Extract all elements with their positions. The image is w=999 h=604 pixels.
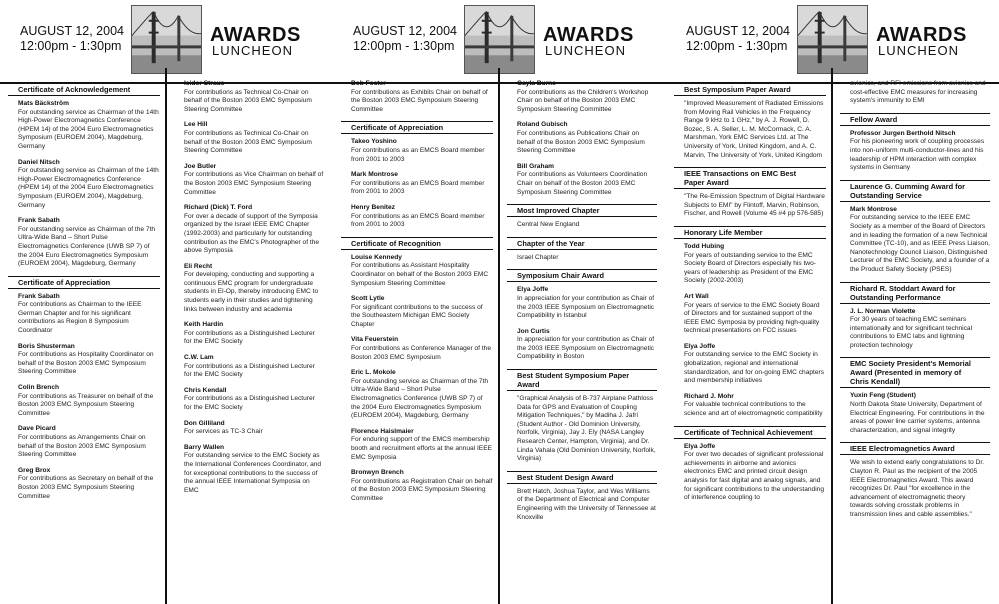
award-citation: For contributions as an EMCS Board member from 2001 to 2003: [351, 179, 485, 196]
award-entry: [840, 130, 990, 173]
award-entry: [174, 321, 324, 347]
award-entry: [840, 459, 990, 519]
award-citation: For contributions as an EMCS Board member from 2001 to 2003: [351, 212, 485, 229]
award-entry: [174, 263, 324, 315]
recipient-name: C.W. Lam: [184, 354, 214, 362]
award-entry: [840, 206, 990, 275]
award-section-heading: Richard R. Stoddart Award for Outstanding Performance: [840, 282, 990, 304]
award-entry: [840, 308, 990, 351]
award-section-heading: Laurence G. Cumming Award for Outstanding Service: [840, 180, 990, 202]
award-citation: Central New England: [517, 221, 580, 229]
award-entry: [174, 80, 324, 114]
award-citation: For contributions as Exhibits Chair on behalf of the Boston 2003 EMC Symposium Steering Committee: [351, 88, 488, 113]
recipient-name: Scott Lytle: [351, 295, 385, 303]
award-entry: [840, 392, 990, 435]
award-citation: For contributions as Technical Co-Chair on behalf of the Boston 2003 EMC Symposium Steering Committee: [184, 88, 312, 113]
recipient-name: Art Wall: [684, 292, 709, 300]
recipient-name: Bill Graham: [517, 162, 555, 170]
recipient-name: Colin Brench: [18, 384, 60, 392]
awards-title: AWARDS: [210, 24, 301, 46]
event-date: [20, 24, 124, 54]
award-section-heading: Symposium Chair Award: [507, 269, 657, 282]
award-citation: "Graphical Analysis of B-737 Airplane Pathloss Data for GPS and Evaluation of Coupling Mitigation Techniques," by Madiha J. Jafri (Student Author - Old Dominion University, Norfolk, Virginia), Jay J. Ely (NASA Langley Research Center, Hampton, Virginia), and Dr. Linda Vahala (Old Dominion University, Norfolk, Virginia): [517, 395, 656, 463]
award-entry: [674, 243, 826, 286]
award-entry: [341, 204, 493, 230]
recipient-name: Isidor Straus: [184, 80, 225, 87]
column-divider: [498, 68, 500, 604]
award-citation: For outstanding service as Chairman of the 14th High-Power Electromagnetics Conference (HPEM 14) of the 2004 Euro Electromagnetics Symposium (EUROEM 2004), Magdeburg, Germany: [18, 167, 159, 209]
award-entry: [341, 138, 493, 164]
award-citation: For outstanding service to the EMC Society in globalization, regional and international standardization, and for on-going EMC chapters and membership initiatives: [684, 351, 825, 385]
recipient-name: Henry Benitez: [351, 203, 395, 211]
time-text: 12:00pm - 1:30pm: [353, 39, 455, 53]
award-entry: [8, 343, 160, 377]
luncheon-subtitle: LUNCHEON: [545, 43, 626, 58]
award-entry: [674, 443, 826, 503]
award-citation: For contributions as Volunteers Coordination Chair on behalf of the Boston 2003 EMC Symposium Steering Committee: [517, 171, 648, 196]
award-section-heading: Certificate of Acknowledgement: [8, 83, 160, 96]
award-citation: For contributions as Registration Chair on behalf of the Boston 2003 EMC Symposium Steering Committee: [351, 477, 493, 502]
award-citation: For contributions as the Children's Workshop Chair on behalf of the Boston 2003 EMC Symposium Steering Committee: [517, 88, 649, 113]
award-section-heading: Most Improved Chapter: [507, 204, 657, 217]
award-entry: [507, 254, 657, 263]
award-entry: [174, 163, 324, 197]
recipient-name: Frank Sabath: [18, 217, 60, 225]
award-citation: For contributions as a Distinguished Lecturer for the EMC Society: [184, 395, 315, 411]
award-section-heading: Chapter of the Year: [507, 237, 657, 250]
recipient-name: Elya Joffe: [684, 442, 716, 450]
award-citation: For his pioneering work of coupling processes into non-uniform multi-conductor-lines and his leadership of HPM interaction with complex systems in Germany: [850, 138, 985, 172]
award-citation: avionics, and RFI emissions from avionics and cost-effective EMC measures for increasing system's immunity to EMI: [850, 80, 986, 105]
award-entry: [674, 293, 826, 336]
award-entry: [174, 420, 324, 437]
award-entry: [674, 343, 826, 386]
award-citation: For enduring support of the EMCS membership booth and recruitment efforts at the annual IEEE EMC Symposia: [351, 436, 492, 461]
award-entry: [840, 80, 990, 106]
award-section-heading: EMC Society President's Memorial Award (Presented in memory of Chris Kendall): [840, 357, 990, 388]
award-entry: [507, 328, 657, 362]
award-citation: North Dakota State University, Department of Electrical Engineering. For contributions in the areas of power line carrier systems, antenna characterization, and signal integrity: [850, 401, 985, 434]
award-entry: [674, 193, 826, 219]
recipient-name: Bob Foster: [351, 80, 386, 87]
award-entry: [341, 469, 493, 503]
time-text: 12:00pm - 1:30pm: [686, 39, 788, 53]
award-citation: For 30 years of teaching EMC seminars internationally and for significant technical contributions to EMC labs and lightning protection technology: [850, 316, 973, 349]
recipient-name: Jon Curtis: [517, 327, 550, 335]
award-section-heading: Certificate of Recognition: [341, 237, 493, 250]
recipient-name: Elya Joffe: [684, 342, 716, 350]
award-entry: [507, 80, 657, 114]
award-citation: For developing, conducting and supporting a continuous EMC program for undergraduate students in El-Op, thereby introducing EMC to students early in their studies and tightening links between industry and academia: [184, 271, 319, 313]
award-entry: [674, 100, 826, 160]
award-entry: [8, 425, 160, 459]
award-citation: For contributions as Assistant Hospitality Coordinator on behalf of the Boston 2003 EMC Symposium Steering Committee: [351, 262, 489, 287]
award-citation: For contributions as Secretary on behalf of the Boston 2003 EMC Symposium Steering Committee: [18, 475, 154, 500]
award-citation: For over two decades of significant professional achievements in airborne and avionics electronics EMC and printed circuit design analysis for fast digital and analog signals, and for significant contributions to the understanding of interference coupling to: [684, 451, 825, 502]
award-citation: For years of service to the EMC Society Board of Directors and for sustained support of the IEEE EMC Symposia by providing high-quality technical presentations on FCC issues: [684, 301, 820, 335]
award-entry: [174, 354, 324, 380]
award-citation: In appreciation for your contribution as Chair of the 2003 IEEE Symposium on Electromagnetic Compatibility in Boston: [517, 336, 655, 361]
award-citation: For contributions as a Distinguished Lecturer for the EMC Society: [184, 362, 315, 379]
award-section-heading: Fellow Award: [840, 113, 990, 126]
left-column: [8, 80, 160, 508]
award-entry: [8, 217, 160, 269]
luncheon-subtitle: LUNCHEON: [878, 43, 959, 58]
left-column: [674, 80, 826, 510]
award-citation: For contributions as Hospitality Coordinator on behalf of the Boston 2003 EMC Symposium Steering Committee: [18, 351, 154, 376]
recipient-name: Gayla Burns: [517, 80, 556, 87]
award-entry: [341, 254, 493, 288]
award-citation: For outstanding service as Chairman of the 14th High-Power Electromagnetics Conference (HPEM 14) of the 2004 Euro Electromagnetics Symposium (EUROEM 2004), Magdeburg, Germany: [18, 108, 159, 150]
award-entry: [341, 295, 493, 329]
column-divider: [165, 68, 167, 604]
date-text: AUGUST 12, 2004: [686, 24, 790, 38]
date-text: AUGUST 12, 2004: [20, 24, 124, 38]
bridge-photo-icon: [131, 5, 202, 74]
award-section-heading: Best Student Design Award: [507, 471, 657, 484]
award-citation: For outstanding service to the IEEE EMC Society as a member of the Board of Directors and in leading the formation of a new Technical Committee (TC-10), and as IEEE Press Liaison, Nanotechnology Council Liaison, Distinguished Lecturer of the EMC Society, and a founder of a the Product Safety Society (PSES): [850, 214, 990, 273]
award-section-heading: Certificate of Appreciation: [8, 276, 160, 289]
award-entry: [507, 121, 657, 155]
award-entry: [8, 100, 160, 152]
award-citation: For contributions as Conference Manager of the Boston 2003 EMC Symposium: [351, 345, 492, 361]
program-panel-3: [666, 0, 999, 604]
recipient-name: Professor Jurgen Berthold Nitsch: [850, 129, 956, 137]
award-citation: For contributions as an EMCS Board member from 2001 to 2003: [351, 146, 485, 163]
recipient-name: Richard (Dick) T. Ford: [184, 204, 253, 212]
award-citation: For outstanding service as Chairman of the 7th Ultra-Wide Band – Short Pulse Electromagnetics Conference (UWB SP 7) of the 2004 Euro Electromagnetics Symposium (EUROEM 2004), Magdeburg, Germany: [18, 225, 156, 268]
recipient-name: Greg Brox: [18, 466, 51, 474]
awards-title: AWARDS: [543, 24, 634, 46]
recipient-name: Bronwyn Brench: [351, 469, 404, 477]
award-entry: [507, 163, 657, 197]
award-citation: For significant contributions to the success of the Southeastern Michigan EMC Society Chapter: [351, 303, 483, 328]
recipient-name: Elya Joffe: [517, 286, 549, 294]
award-entry: [341, 336, 493, 362]
award-entry: [174, 204, 324, 256]
luncheon-subtitle: LUNCHEON: [212, 43, 293, 58]
bridge-photo-icon: [797, 5, 868, 74]
award-citation: In appreciation for your contribution as Chair of the 2003 IEEE Symposium on Electromagnetic Compatibility in Istanbul: [517, 294, 655, 320]
right-column: [174, 80, 324, 502]
recipient-name: Eric L. Mokole: [351, 369, 396, 377]
award-entry: [174, 121, 324, 155]
recipient-name: Florence Haislmaier: [351, 427, 414, 435]
award-section-heading: Best Student Symposium Paper Award: [507, 369, 657, 391]
bridge-photo-icon: [464, 5, 535, 74]
award-section-heading: Certificate of Technical Achievement: [674, 426, 826, 439]
award-citation: For services as TC-3 Chair: [184, 428, 263, 436]
right-column: [507, 80, 657, 529]
award-citation: For contributions as Vice Chairman on behalf of the Boston 2003 EMC Symposium Steering Committee: [184, 171, 324, 196]
recipient-name: Louise Kennedy: [351, 253, 402, 261]
recipient-name: Daniel Nitsch: [18, 158, 60, 166]
award-citation: For contributions as a Distinguished Lecturer for the EMC Society: [184, 329, 315, 346]
recipient-name: Eli Recht: [184, 262, 213, 270]
recipient-name: Lee Hill: [184, 121, 208, 129]
recipient-name: Boris Shusterman: [18, 342, 75, 350]
award-entry: [341, 369, 493, 421]
award-citation: For years of outstanding service to the EMC Society Board of Directors especially his two-years of leadership as President of the EMC Society (2002-2003): [684, 251, 816, 285]
awards-title: AWARDS: [876, 24, 967, 46]
award-entry: [8, 467, 160, 501]
program-panel-1: [0, 0, 333, 604]
event-date: [686, 24, 790, 54]
recipient-name: Richard J. Mohr: [684, 392, 734, 400]
recipient-name: Don Gilliland: [184, 419, 225, 427]
column-divider: [831, 68, 833, 604]
recipient-name: Chris Kendall: [184, 386, 227, 394]
award-section-heading: Honorary Life Member: [674, 226, 826, 239]
award-citation: For contributions as Publications Chair on behalf of the Boston 2003 EMC Symposium Steering Committee: [517, 129, 645, 155]
award-citation: For contributions as Technical Co-Chair on behalf of the Boston 2003 EMC Symposium Steering Committee: [184, 129, 312, 155]
award-entry: [8, 159, 160, 211]
award-citation: "Improved Measurement of Radiated Emissions from Moving Rail Vehicles in the Frequency Range 9 kHz to 1 GHz," by A. J. Rowell, D. Bozec, S. A. Seller, L. M. McCormack, C. A. Marshman, York EMC Services Ltd. at The University of York, United Kingdom, and A. C. Marvin, The University of York, United Kingdom: [684, 100, 824, 159]
recipient-name: Keith Hardin: [184, 321, 224, 329]
recipient-name: Frank Sabath: [18, 292, 60, 300]
recipient-name: Mark Montrose: [850, 205, 897, 213]
award-citation: For over a decade of support of the Symposia organized by the Israel IEEE EMC Chapter (1992-2003) and particularly for outstanding contribution as the EMC's Photographer of the above Symposia: [184, 212, 320, 255]
right-column: [840, 80, 990, 527]
award-section-heading: Best Symposium Paper Award: [674, 83, 826, 96]
recipient-name: Roland Gubisch: [517, 121, 568, 129]
award-citation: For contributions as Chairman to the IEEE German Chapter and for his significant contributions as Region 8 Symposium Coordinator: [18, 301, 142, 335]
award-section-heading: Certificate of Appreciation: [341, 121, 493, 134]
award-citation: Israel Chapter: [517, 253, 559, 261]
award-entry: [507, 395, 657, 464]
award-entry: [341, 428, 493, 462]
award-entry: [674, 393, 826, 419]
event-date: [353, 24, 457, 54]
recipient-name: Barry Wallen: [184, 443, 225, 451]
left-column: [341, 80, 493, 511]
award-section-heading: IEEE Transactions on EMC Best Paper Award: [674, 167, 826, 189]
time-text: 12:00pm - 1:30pm: [20, 39, 122, 53]
recipient-name: Mats Bäckström: [18, 100, 69, 107]
award-citation: Brett Hatch, Joshua Taylor, and Wes Williams of the Department of Electrical and Computer Engineering with the University of Tennessee at Knoxville: [517, 487, 656, 521]
recipient-name: Vita Feuerstein: [351, 336, 399, 344]
recipient-name: Joe Butler: [184, 162, 217, 170]
award-citation: For outstanding service as Chairman of the 7th Ultra-Wide Band – Short Pulse Electromagnetics Conference (UWB SP 7) of the 2004 Euro Electromagnetics Symposium (EUROEM 2004), Magdeburg, Germany: [351, 377, 489, 420]
award-citation: For contributions as Arrangements Chair on behalf of the Boston 2003 EMC Symposium Steering Committee: [18, 434, 146, 459]
award-entry: [507, 221, 657, 230]
award-entry: [8, 384, 160, 418]
recipient-name: Mark Montrose: [351, 171, 398, 179]
award-citation: For outstanding service to the EMC Society as the International Conferences Coordinator, and for exceptional contributions to the success of the annual IEEE International Symposia on EMC: [184, 452, 322, 494]
date-text: AUGUST 12, 2004: [353, 24, 457, 38]
award-section-heading: IEEE Electromagnetics Award: [840, 442, 990, 455]
award-entry: [507, 286, 657, 320]
award-citation: "The Re-Emission Spectrum of Digital Hardware Subjects to EMI" by Flintoff, Marvin, Robinson, Fischer, and Rowell (Volume 45 #4 pp 576-585): [684, 193, 825, 218]
award-entry: [341, 171, 493, 197]
program-panel-2: [333, 0, 666, 604]
award-citation: We wish to extend early congratulations to Dr. Clayton R. Paul as the recipient of the 2005 IEEE Electromagnetics Award. This award recognizes Dr. Paul "for excellence in the advancement of electromagnetic theory towards solving crosstalk problems in transmission lines and cable assemblies.": [850, 459, 985, 518]
award-entry: [507, 488, 657, 522]
award-entry: [174, 444, 324, 496]
award-entry: [8, 293, 160, 336]
award-entry: [174, 387, 324, 413]
recipient-name: Yuxin Feng (Student): [850, 392, 916, 400]
award-citation: For contributions as Treasurer on behalf of the Boston 2003 EMC Symposium Steering Committee: [18, 392, 154, 417]
recipient-name: Takeo Yoshino: [351, 138, 397, 146]
recipient-name: J. L. Norman Violette: [850, 307, 916, 315]
award-entry: [341, 80, 493, 114]
recipient-name: Todd Hubing: [684, 242, 725, 250]
recipient-name: Dave Picard: [18, 425, 56, 433]
award-citation: For valuable technical contributions to the science and art of electromagnetic compatibility: [684, 401, 823, 418]
